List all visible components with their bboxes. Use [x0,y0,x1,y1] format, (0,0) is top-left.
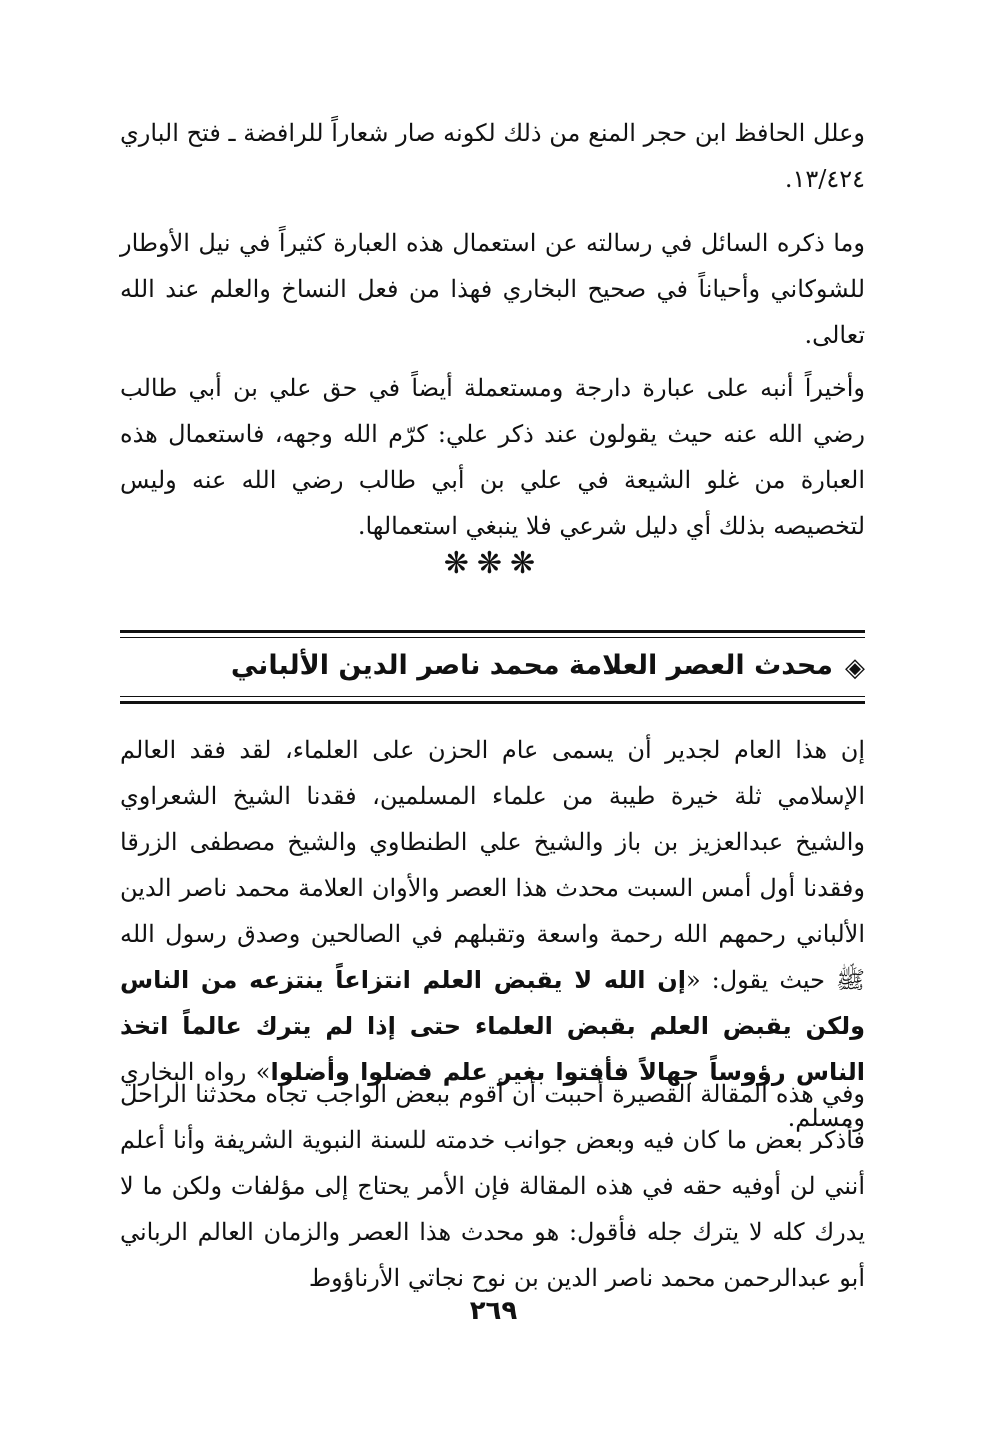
hadith-quote: إن الله لا يقبض العلم انتزاعاً ينتزعه من الناس ولكن يقبض العلم بقبض العلماء حتى إذا لم يترك عالماً اتخذ الناس رؤوساً جهالاً فأفتوا بغير علم فضلوا وأضلوا [120,966,866,1086]
heading-rule-top-thick [120,630,865,633]
paragraph-albani-article: وفي هذه المقالة القصيرة أحببت أن أقوم ببعض الواجب تجاه محدثنا الراحل فأذكر بعض ما كان فيه وبعض جوانب خدمته للسنة النبوية الشريفة وأنا أعلم أنني لن أوفيه حقه في هذه المقالة فإن الأمر يحتاج إلى مؤلفات ولكن ما لا يدرك كله لا يترك جله فأقول: هو محدث هذا العصر والزمان العالم الرباني أبو عبدالرحمن محمد ناصر الدين بن نوح نجاتي الأرناؤوط [120,1080,865,1292]
heading-rule-bottom-thin [120,696,865,697]
heading-rule-bottom-thick [120,701,865,704]
paragraph-nayl-alawtar: وما ذكره السائل في رسالته عن استعمال هذه العبارة كثيراً في نيل الأوطار للشوكاني وأحياناً في صحيح البخاري فهذا من فعل النساخ والعلم عند الله تعالى. [120,229,866,349]
intro-text: إن هذا العام لجدير أن يسمى عام الحزن على العلماء، لقد فقد العالم الإسلامي ثلة خيرة طيبة من علماء المسلمين، فقدنا الشيخ الشعراوي والشيخ عبدالعزيز بن باز والشيخ علي الطنطاوي والشيخ مصطفى الزرقا وفقدنا أول أمس السبت محدث هذا العصر والأوان العلامة محمد ناصر الدين الألباني رحمهم الله رحمة واسعة وتقبلهم في الصالحين وصدق رسول الله ﷺ حيث يقول: « [120,736,866,994]
heading-rule-top-thin [120,637,865,638]
paragraph-ali-phrase: وأخيراً أنبه على عبارة دارجة ومستعملة أيضاً في حق علي بن أبي طالب رضي الله عنه حيث يقولون عند ذكر علي: كرّم الله وجهه، فاستعمال هذه العبارة من غلو الشيعة في علي بن أبي طالب رضي الله عنه وليس لتخصيصه بذلك أي دليل شرعي فلا ينبغي استعمالها. [120,374,865,540]
section-separator-stars: ❋❋❋ [443,546,544,581]
diamond-icon: ◈ [845,653,865,683]
hadith-source: » رواه البخاري ومسلم. [120,1058,865,1132]
page-number: ٢٦٩ [469,1296,518,1326]
paragraph-rafidah-note: وعلل الحافظ ابن حجر المنع من ذلك لكونه صار شعاراً للرافضة ـ فتح الباري ١٣/٤٢٤. [120,119,865,193]
section-heading-title: محدث العصر العلامة محمد ناصر الدين الألباني [230,650,833,681]
section-heading [120,642,865,692]
